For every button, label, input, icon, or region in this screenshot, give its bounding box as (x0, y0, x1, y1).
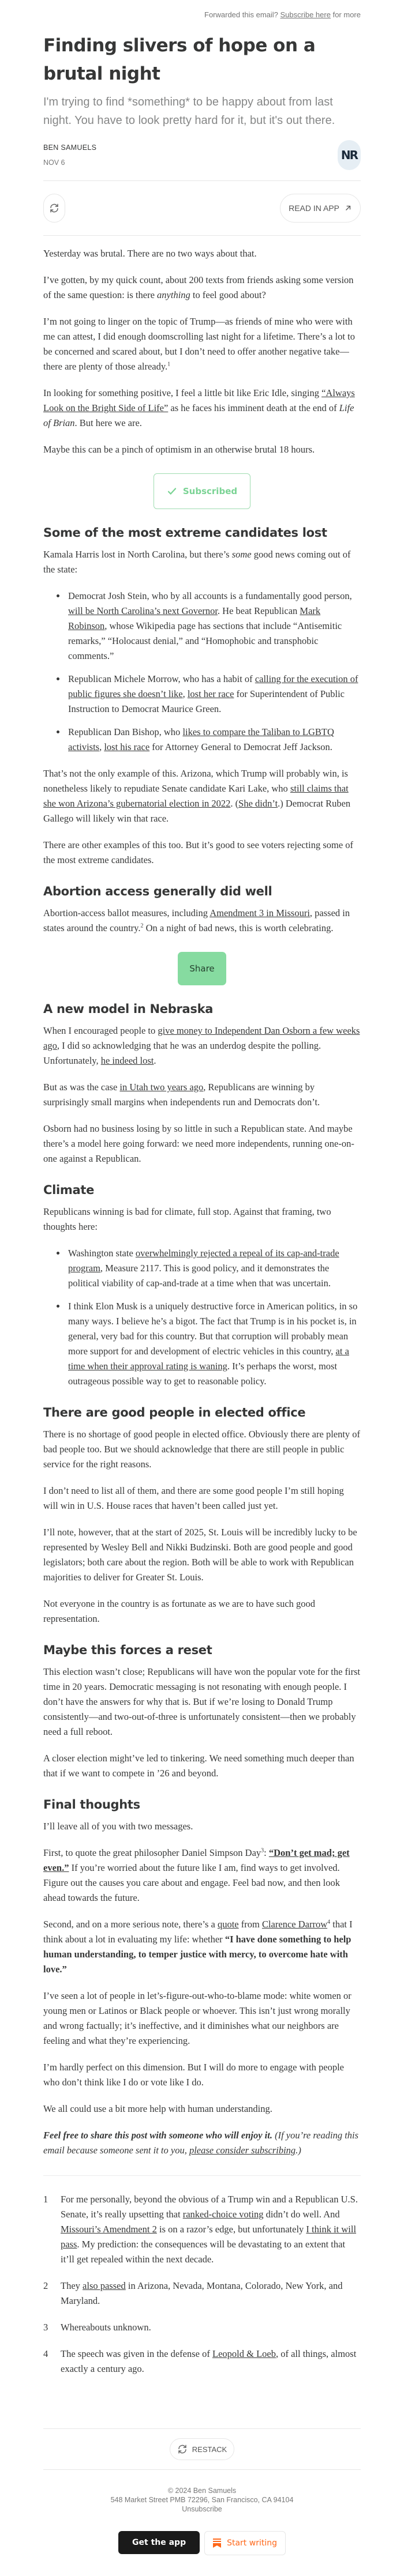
paragraph (43, 442, 361, 457)
inline-link[interactable]: Amendment 3 in Missouri (210, 907, 310, 918)
post-title[interactable]: Finding slivers of hope on a brutal night (43, 35, 316, 84)
paragraph (43, 1483, 361, 1513)
text-run: First, to quote the great philosopher Daniel Simpson Day (43, 1847, 261, 1858)
text-run: Republicans winning is bad for climate, full stop. Against that framing, two thoughts here: (43, 1206, 331, 1232)
text-run: that I think about a lot in evaluating my life: whether (43, 1919, 353, 1945)
text-run: If you’re worried about the future like I am, find ways to get involved. Figure out the causes you care about and engage. Feel bad now, and then look ahead towards the future. (43, 1862, 340, 1903)
publication-logo-text: NR (341, 148, 358, 162)
text-run: Yesterday was brutal. There are no two ways about that. (43, 248, 257, 259)
forwarded-suffix: for more (332, 10, 361, 19)
footnote-ref[interactable]: 4 (327, 1919, 331, 1926)
arrow-up-right-icon (344, 204, 352, 212)
read-in-app-button[interactable] (280, 194, 361, 223)
text-run: from (238, 1919, 262, 1930)
publication-logo[interactable] (338, 140, 361, 170)
paragraph (43, 2128, 361, 2158)
text-run: I don’t need to list all of them, and there are some good people I’m still hoping will win in U.S. House races that haven’t been called just yet. (43, 1485, 344, 1511)
text-run: . He beat Republican (217, 605, 300, 616)
paragraph (43, 1751, 361, 1781)
text-run: I’m not going to linger on the topic of Trump—as friends of mine who were with me can attest, I did enough doomscrolling last night for a lifetime. There’s a lot to be concerned and scared about, but I don’t need to offer another negative take—there are plenty of those already. (43, 316, 355, 372)
text-run: Not everyone in the country is as fortunate as we are to have such good representation. (43, 1598, 316, 1624)
paragraph (43, 2102, 361, 2116)
text-run: didn’t do well. And (263, 2209, 340, 2220)
address: 548 Market Street PMB 72296, San Francisco, CA 94104 (110, 2496, 294, 2504)
inline-link[interactable]: lost her race (187, 688, 234, 699)
text-run: On a night of bad news, this is worth celebrating. (143, 922, 334, 933)
inline-link[interactable]: I think it will pass (61, 2224, 357, 2250)
paragraph (43, 906, 361, 936)
inline-link[interactable]: likes to compare the Taliban to LGBTQ activists (68, 726, 334, 752)
text-run: Whereabouts unknown. (61, 2322, 151, 2333)
text-run: , passed in states around the country. (43, 907, 350, 933)
inline-link[interactable]: ranked-choice voting (182, 2209, 264, 2220)
text-run: (If you’re reading this email because someone sent it to you, (43, 2130, 359, 2156)
paragraph (43, 838, 361, 868)
text-run: Democrat Josh Stein, who by all accounts is a fundamentally good person, (68, 590, 352, 601)
footnote-ref[interactable]: 1 (167, 361, 171, 368)
section-heading: Climate (43, 1183, 95, 1197)
inline-link[interactable]: Mark Robinson (68, 605, 321, 631)
list-item (66, 1299, 361, 1389)
footnote-text (61, 2279, 361, 2308)
paragraph (43, 2060, 361, 2090)
subscribed-button[interactable] (154, 473, 250, 509)
footnote-number[interactable]: 1 (43, 2194, 48, 2205)
inline-link[interactable]: calling for the execution of public figures she doesn’t like (68, 673, 358, 699)
text-run: There are other examples of this too. But it’s good to see voters rejecting some of the most extreme candidates. (43, 839, 354, 865)
text-run: Life of Brian (43, 402, 354, 428)
text-run: as he faces his imminent death at the end of (168, 402, 339, 413)
text-run: Abortion-access ballot measures, including (43, 907, 210, 918)
inline-link[interactable]: in Utah two years ago (119, 1082, 204, 1093)
text-run: I’ve seen a lot of people in let’s-figure-out-who-to-blame mode: white women or young men or Latinos or Black people or whoever. This isn’t just wrong morally and wrong factually; it’s ineffective, and it diminishes what our neighbors are feeling and what they’re experiencing. (43, 1990, 351, 2046)
text-run: . (154, 1055, 156, 1066)
text-run: , (182, 688, 188, 699)
restack-label: RESTACK (192, 2445, 227, 2454)
inline-link[interactable]: overwhelmingly rejected a repeal of its cap-and-trade program (68, 1248, 339, 1274)
inline-link[interactable]: “Always Look on the Bright Side of Life” (43, 387, 355, 413)
text-run: , I did so acknowledging that he was an underdog despite the polling. Unfortunately, (43, 1040, 321, 1066)
text-run: Kamala Harris lost in North Carolina, but there’s (43, 549, 232, 560)
text-run: But as was the case (43, 1082, 120, 1093)
email-container (43, 0, 361, 2576)
post-meta (43, 140, 361, 170)
bullet-list (43, 1246, 361, 1389)
footnote-number[interactable]: 3 (43, 2322, 48, 2333)
text-run: The speech was given in the defense of (61, 2348, 212, 2359)
footnote (43, 2320, 361, 2335)
text-run: for Superintendent of Public Instruction to Democrat Maurice Green. (68, 688, 345, 714)
read-in-app-label: READ IN APP (289, 204, 339, 213)
text-run: , (99, 741, 104, 752)
post-date: NOV 6 (43, 159, 65, 167)
unsubscribe-link[interactable]: Unsubscribe (182, 2505, 222, 2513)
list-item (66, 589, 361, 664)
text-run: There is no shortage of good people in elected office. Obviously there are plenty of bad people too. But we should acknowledge that there are still people in public service for the right reasons. (43, 1429, 361, 1470)
paragraph (43, 314, 361, 374)
inline-link[interactable]: he indeed lost (100, 1055, 154, 1066)
text-run: Washington state (68, 1248, 136, 1259)
paragraph (43, 1204, 361, 1234)
text-run: We all could use a bit more help with human understanding. (43, 2103, 272, 2114)
paragraph (43, 1989, 361, 2048)
text-run: Feel free to share this post with someone who will enjoy it. (43, 2130, 272, 2141)
inline-link[interactable]: Clarence Darrow (261, 1919, 328, 1930)
text-run: good news coming out of the state: (43, 549, 351, 575)
text-run: “I have done something to help human understanding, to temper justice with mercy, to overcome hate with love.” (43, 1934, 351, 1975)
inline-link[interactable]: still claims that she won Arizona’s gubernatorial election in 2022 (43, 783, 349, 809)
text-run: They (61, 2280, 83, 2291)
footnotes-divider (43, 2175, 361, 2176)
paragraph (43, 273, 361, 303)
check-icon (167, 486, 177, 496)
paragraph (43, 1427, 361, 1472)
text-run: in Arizona, Nevada, Montana, Colorado, New York, and Maryland. (61, 2280, 343, 2306)
text-run: . My prediction: the consequences will be devastating to an extent that it’ll get repealed within the next decade. (61, 2239, 346, 2265)
paragraph (43, 1525, 361, 1585)
bullet-list (43, 589, 361, 755)
paragraph (43, 1846, 361, 1905)
footnotes (43, 2192, 361, 2377)
inline-link[interactable]: “Don’t get mad; get even.” (43, 1847, 350, 1873)
subscribed-label: Subscribed (182, 486, 238, 496)
paragraph (43, 1121, 361, 1166)
section-heading: Maybe this forces a reset (43, 1643, 212, 1657)
paragraph (43, 1023, 361, 1068)
substack-logo-icon (213, 2539, 221, 2548)
text-run: , Republicans are winning by surprisingly small margins when independents run and Democrats don’t. (43, 1082, 320, 1108)
text-run: some (231, 549, 252, 560)
forwarded-notice (43, 10, 361, 19)
inline-link[interactable]: lost his race (104, 741, 150, 752)
restack-button[interactable] (43, 194, 65, 223)
text-run: is on a razor’s edge, but unfortunately (156, 2224, 306, 2235)
text-run: I’ll note, however, that at the start of 2025, St. Louis will be incredibly lucky to be represented by Wesley Bell and Nikki Budzinski. Both are good people and good legislators; both care about the region. Both will be able to work with Republican majorities to deliver for Greater St. Louis. (43, 1527, 357, 1583)
footnote (43, 2347, 361, 2377)
footer-cta (43, 2514, 361, 2576)
text-run: This election wasn’t close; Republicans will have won the popular vote for the first time in 20 years. Democratic messaging is not resonating with enough people. I don’t have the answers for why that is. But if we’re losing to Donald Trump consistently—and two-out-of-three is unfortunately consistent—then we probably need a full reboot. (43, 1666, 361, 1737)
section-heading: Some of the most extreme candidates lost (43, 526, 327, 540)
text-run: I’ve gotten, by my quick count, about 200 texts from friends asking some version of the same question: is there (43, 274, 354, 300)
text-run: .) (295, 2145, 301, 2156)
post-subtitle: I'm trying to find *something* to be happy about from last night. You have to look pretty hard for it, but it's out there. (43, 96, 335, 127)
text-run: , of all things, almost exactly a century ago. (61, 2348, 357, 2374)
inline-link[interactable]: will be North Carolina’s next Governor (68, 605, 218, 616)
footer-legal (43, 2470, 361, 2514)
text-run: . ( (230, 798, 239, 809)
share-button[interactable]: Share (178, 952, 226, 985)
post-actions (43, 181, 361, 235)
text-run: .) Democrat Ruben Gallego will likely win that race. (43, 798, 351, 824)
text-run: : (264, 1847, 269, 1858)
text-run: For me personally, beyond the obvious of a Trump win and a Republican U.S. Senate, it’s really upsetting that (61, 2194, 358, 2220)
inline-link[interactable]: Missouri’s Amendment 2 (61, 2224, 157, 2235)
footer-restack-button[interactable] (170, 2438, 234, 2460)
paragraph (43, 1080, 361, 1110)
subscribe-here-link[interactable]: Subscribe here (280, 10, 331, 19)
inline-link[interactable]: at a time when their approval rating is waning (68, 1346, 349, 1372)
text-run: Maybe this can be a pinch of optimism in an otherwise brutal 18 hours. (43, 444, 315, 455)
paragraph (43, 1917, 361, 1977)
author-name[interactable]: BEN SAMUELS (43, 144, 97, 152)
text-run: anything (157, 289, 190, 300)
text-run: In looking for something positive, I feel a little bit like Eric Idle, singing (43, 387, 322, 398)
inline-link[interactable]: Leopold & Loeb (212, 2348, 276, 2359)
restack-icon (177, 2444, 188, 2454)
text-run: . It’s perhaps the worst, most outrageous possible way to get to reasonable policy. (68, 1361, 338, 1387)
paragraph (43, 766, 361, 826)
paragraph (43, 386, 361, 431)
text-run: I think Elon Musk is a uniquely destructive force in American politics, in so many ways. I believe he’s a bigot. The fact that Trump is in his pocket is, in general, very bad for this country. But that corruption will probably mean more support for and development of electric vehicles in this country, (68, 1301, 358, 1357)
paragraph (43, 1664, 361, 1739)
text-run: A closer election might’ve led to tinkering. We need something much deeper than that if we want to compete in ’26 and beyond. (43, 1753, 354, 1779)
footnote-text (61, 2320, 151, 2335)
text-run: for Attorney General to Democrat Jeff Jackson. (149, 741, 332, 752)
text-run: When I encouraged people to (43, 1025, 158, 1036)
footnote-text (61, 2347, 361, 2377)
start-writing-label: Start writing (227, 2539, 277, 2548)
footnote (43, 2279, 361, 2308)
text-run: I’m hardly perfect on this dimension. But I will do more to engage with people who don’t think like I do or vote like I do. (43, 2062, 345, 2088)
footnote-number[interactable]: 4 (43, 2348, 48, 2359)
inline-link[interactable]: quote (217, 1919, 239, 1930)
text-run: That’s not the only example of this. Arizona, which Trump will probably win, is nonetheless likely to repudiate Senate candidate Kari Lake, who (43, 768, 348, 794)
start-writing-button[interactable] (204, 2531, 286, 2555)
footnote (43, 2192, 361, 2267)
list-item (66, 725, 361, 755)
text-run: , Measure 2117. This is good policy, and it demonstrates the political viability of cap-and-trade at a time when that was uncertain. (68, 1263, 331, 1289)
forwarded-text: Forwarded this email? (204, 10, 278, 19)
inline-link[interactable]: She didn’t (238, 798, 278, 809)
list-item (66, 1246, 361, 1291)
paragraph (43, 547, 361, 577)
paragraph (43, 1596, 361, 1626)
inline-link[interactable]: please consider subscribing (189, 2145, 296, 2156)
footnote-ref[interactable]: 3 (261, 1847, 264, 1854)
paragraph (43, 246, 361, 261)
text-run: . But here we are. (74, 417, 142, 428)
section-heading: Final thoughts (43, 1798, 140, 1812)
text-run: , whose Wikipedia page has sections that include “Antisemitic remarks,” “Holocaust denial,” and “Homophobic and transphobic comments.” (68, 620, 342, 661)
inline-link[interactable]: give money to Independent Dan Osborn a few weeks ago (43, 1025, 360, 1051)
inline-link[interactable]: also passed (83, 2280, 126, 2291)
section-heading: A new model in Nebraska (43, 1002, 214, 1016)
copyright: © 2024 Ben Samuels (167, 2487, 237, 2495)
text-run: Republican Dan Bishop, who (68, 726, 183, 737)
footnote-number[interactable]: 2 (43, 2280, 48, 2291)
section-heading: Abortion access generally did well (43, 884, 272, 898)
text-run: Second, and on a more serious note, there’s a (43, 1919, 218, 1930)
text-run: Republican Michele Morrow, who has a habit of (68, 673, 255, 684)
text-run: I’ll leave all of you with two messages. (43, 1821, 193, 1832)
footnote-text (61, 2192, 361, 2267)
text-run: to feel good about? (190, 289, 266, 300)
paragraph (43, 1819, 361, 1834)
section-heading: There are good people in elected office (43, 1406, 306, 1419)
list-item (66, 672, 361, 717)
get-the-app-button[interactable]: Get the app (118, 2531, 200, 2554)
post-body (43, 236, 361, 2158)
restack-icon (49, 203, 59, 213)
footnote-ref[interactable]: 2 (140, 922, 144, 929)
text-run: Osborn had no business losing by so little in such a Republican state. And maybe there’s a model here going forward: we need more independents, running one-on-one against a Republican. (43, 1123, 354, 1164)
